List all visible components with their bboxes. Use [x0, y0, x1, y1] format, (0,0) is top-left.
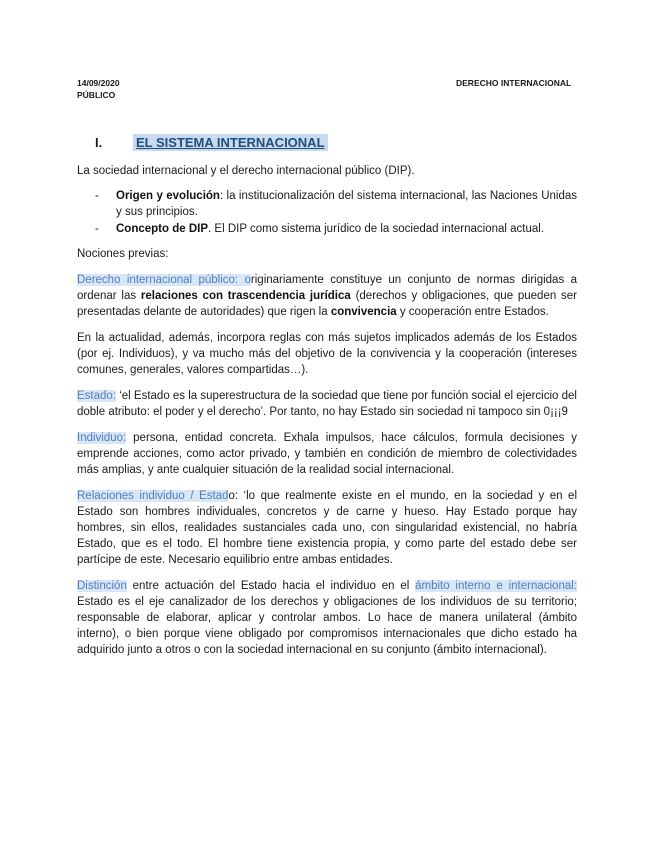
bold-term: relaciones con trascendencia jurídica	[140, 290, 351, 302]
topic-list	[77, 188, 577, 237]
header-course-title: DERECHO INTERNACIONAL	[456, 78, 572, 88]
intro-paragraph: La sociedad internacional y el derecho internacional público (DIP).	[77, 165, 415, 177]
paragraph-text: (derechos y obligaciones, que pueden ser presentadas delante de autoridades) que rigen la	[77, 290, 577, 318]
header-date: 14/09/2020	[77, 78, 120, 88]
paragraph-text: o: ‘lo que realmente existe en el mundo, en la sociedad y en el Estado son hombres individuales, concretos y de carne y hueso. Hay Estado porque hay hombres, sin ellos, realidades sustanciales cada uno, con singularidad existencial, no habría Estado, que es el todo. El hombre tiene existencia propia, y como parte del estado debe ser partícipe de este. Necesario equilibrio entre ambas entidades.	[77, 490, 577, 566]
paragraph-relaciones	[77, 488, 577, 568]
bold-term: convivencia	[330, 306, 397, 318]
list-item-text: . El DIP como sistema jurídico de la sociedad internacional actual.	[208, 223, 545, 235]
list-item-text: : la institucionalización del sistema internacional, las Naciones Unidas y sus principios.	[116, 190, 577, 218]
nociones-label: Nociones previas:	[77, 248, 169, 260]
list-dash: -	[95, 190, 99, 202]
highlight-term: Relaciones individuo / Estad	[77, 490, 229, 502]
list-item	[77, 221, 577, 237]
paragraph-text: y cooperación entre Estados.	[396, 306, 549, 318]
paragraph-text: persona, entidad concreta. Exhala impulsos, hace cálculos, formula decisiones y emprende acciones, como actor privado, y también en condición de miembro de colectividades más amplias, y ante cualquier situación de la realidad social internacional.	[77, 432, 577, 476]
highlight-term: Estado:	[77, 390, 116, 402]
paragraph-text: ‘el Estado es la superestructura de la sociedad que tiene por función social el ejercicio del doble atributo: el poder y el derecho’. Por tanto, no hay Estado sin sociedad ni tampoco sin 0¡¡¡9	[77, 390, 577, 418]
paragraph-text: riginariamente constituye un conjunto de normas dirigidas a ordenar las	[77, 274, 577, 302]
list-dash: -	[95, 223, 99, 235]
header-course-title-continued: PÚBLICO	[77, 90, 116, 100]
paragraph-estado	[77, 388, 577, 420]
paragraph-individuo	[77, 430, 577, 478]
highlight-term: Distinción	[77, 580, 127, 592]
paragraph-dip	[77, 272, 577, 320]
document-body	[77, 158, 577, 658]
paragraph-distincion	[77, 578, 577, 658]
highlight-term: ámbito interno e internacional:	[415, 580, 577, 592]
section-title: EL SISTEMA INTERNACIONAL	[133, 134, 328, 151]
section-number: I.	[95, 135, 103, 150]
paragraph-actualidad: En la actualidad, además, incorpora reglas con más sujetos implicados además de los Estados (por ej. Individuos), y va mucho más del objetivo de la convivencia y la cooperación (intereses comunes, generales, valores compartidas…).	[77, 332, 577, 376]
highlight-term: Individuo:	[77, 432, 127, 444]
list-item-bold: Concepto de DIP	[116, 223, 209, 235]
list-item	[77, 188, 577, 220]
list-item-bold: Origen y evolución	[116, 190, 220, 202]
highlight-term: Derecho internacional público: o	[77, 274, 251, 286]
section-heading	[95, 134, 328, 152]
paragraph-text: entre actuación del Estado hacia el individuo en el	[126, 580, 416, 592]
paragraph-text: Estado es el eje canalizador de los derechos y obligaciones de los individuos de su territorio; responsable de elaborar, aplicar y controlar ambos. Lo hace de manera unilateral (ámbito interno), o bien porque viene obligado por compromisos internacionales que dicho estado ha adquirido junto a otros o con la sociedad internacional en su conjunto (ámbito internacional).	[77, 596, 577, 656]
